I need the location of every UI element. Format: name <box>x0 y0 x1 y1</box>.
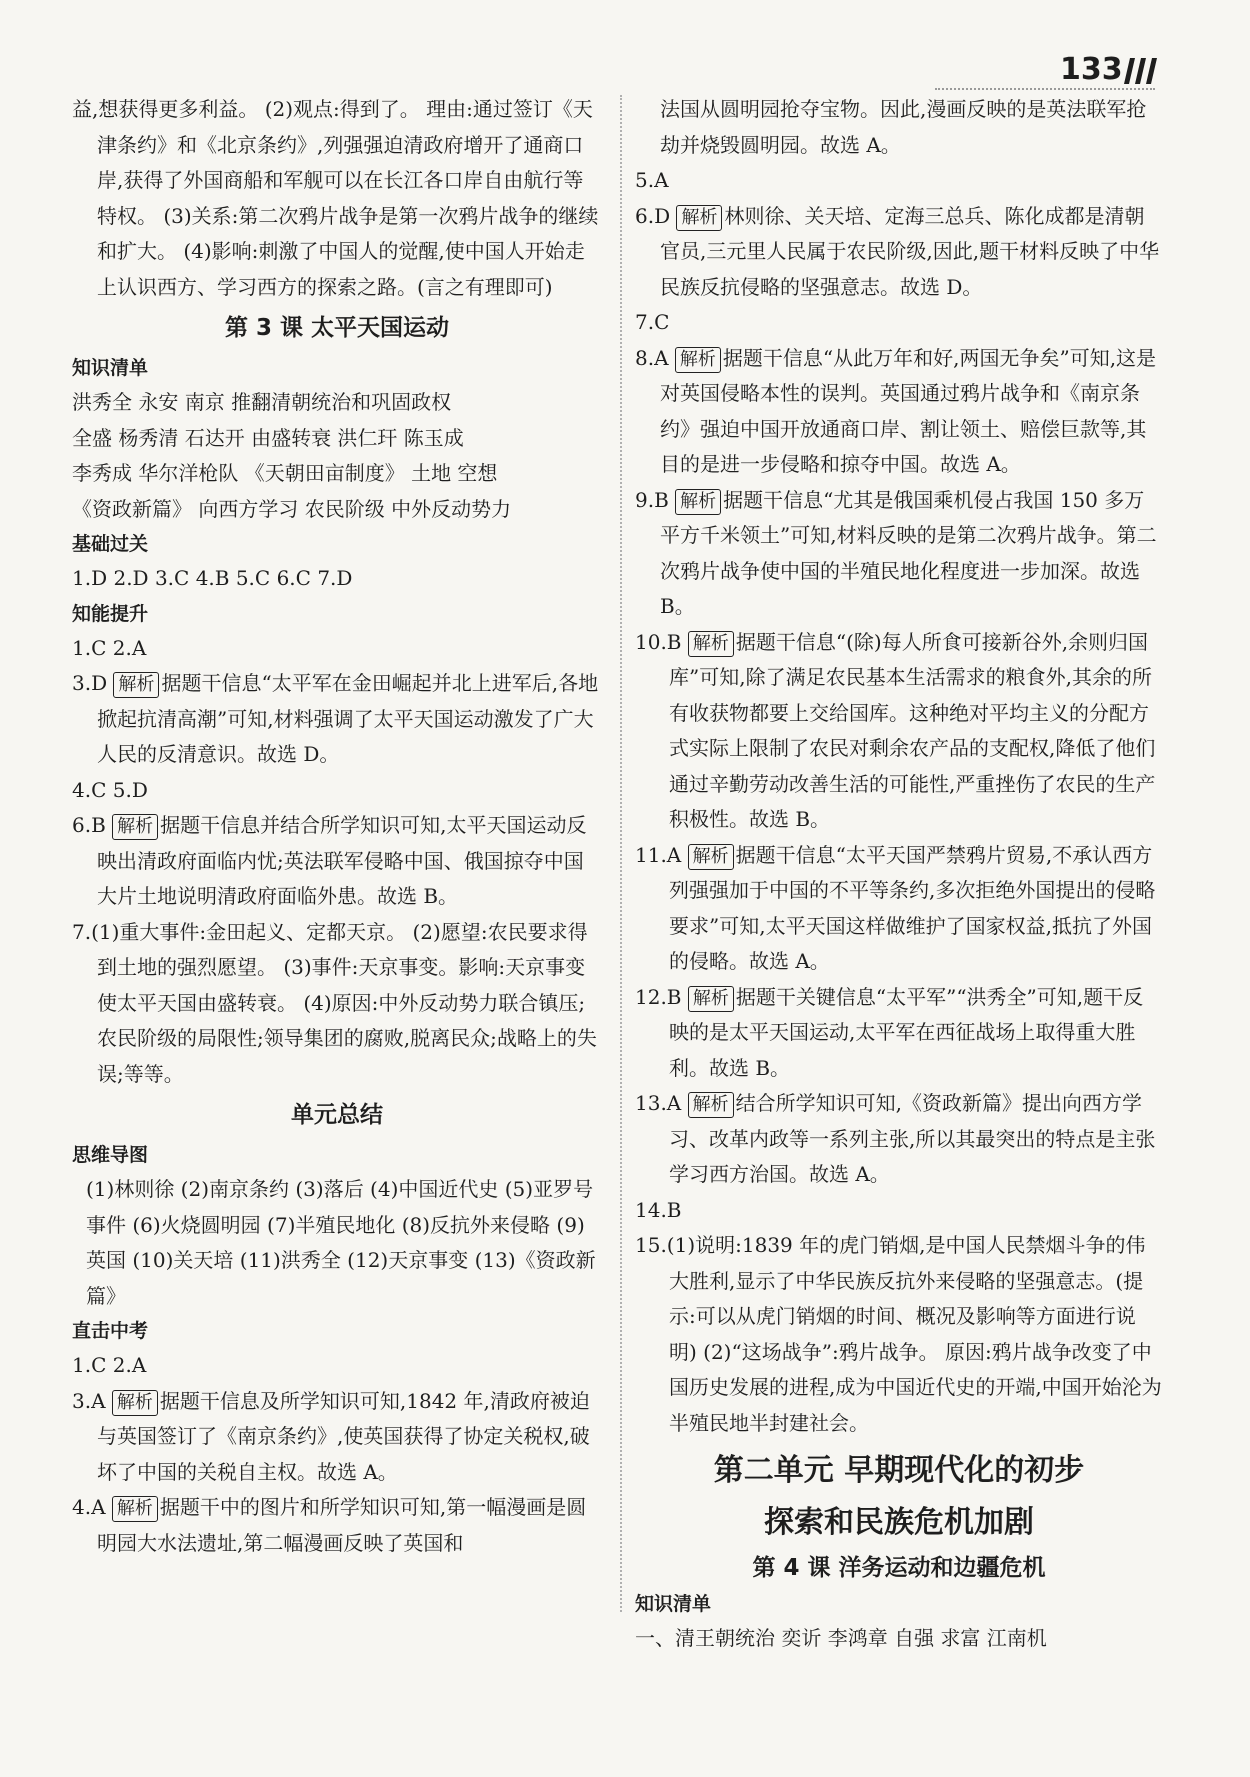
mindmap-answers: (1)林则徐 (2)南京条约 (3)落后 (4)中国近代史 (5)亚罗号事件 (6)火烧圆明园 (7)半殖民地化 (8)反抗外来侵略 (9)英国 (10)关天培 (11)洪秀全 (12)天京事变 (13)《资政新篇》 <box>86 1177 596 1308</box>
answer-continuation: 益,想获得更多利益。 (2)观点:得到了。 理由:通过签订《天津条约》和《北京条约》,列强强迫清政府增开了通商口岸,获得了外国商船和军舰可以在长江各口岸自由航行等特权。 (3)关系:第二次鸦片战争是第一次鸦片战争的继续和扩大。 (4)影响:刺激了中国人的觉醒,使中国人开始走上认识西方、学习西方的探索之路。(言之有理即可) <box>72 97 599 299</box>
answer-item: 5.A <box>635 168 669 192</box>
answer-item: 15.(1)说明:1839 年的虎门销烟,是中国人民禁烟斗争的伟大胜利,显示了中华民族反抗外来侵略的坚强意志。(提示:可以从虎门销烟的时间、概况及影响等方面进行说明) (2)“这场战争”:鸦片战争。 原因:鸦片战争改变了中国历史发展的进程,成为中国近代史的开端,中国开始沦为半殖民地半封建社会。 <box>635 1233 1162 1435</box>
answer-text: 据题干关键信息“太平军”“洪秀全”可知,题干反映的是太平天国运动,太平军在西征战场上取得重大胜利。故选 B。 <box>669 984 1144 1080</box>
answer-number: 9.B <box>635 487 669 512</box>
lesson4-title: 第 4 课 洋务运动和边疆危机 <box>752 1555 1046 1581</box>
answer-number: 11.A <box>635 842 682 867</box>
knowledge-line: 《资政新篇》 向西方学习 农民阶级 中外反动势力 <box>72 496 512 521</box>
exam-heading: 直击中考 <box>72 1320 149 1342</box>
answer-item <box>635 980 1163 1087</box>
page-number-slash-decoration <box>1118 58 1158 84</box>
analysis-tag: 解析 <box>688 844 734 870</box>
analysis-tag: 解析 <box>688 986 734 1012</box>
analysis-tag: 解析 <box>676 205 722 231</box>
knowledge-list-heading: 知识清单 <box>635 1593 712 1615</box>
answer-item: 14.B <box>635 1197 682 1222</box>
header-rule <box>935 88 1155 90</box>
answer-item: 7.C <box>635 310 670 334</box>
page-number: 133 <box>1060 52 1123 87</box>
answer-text: 据题干信息“(除)每人所食可接新谷外,余则归国库”可知,除了满足农民基本生活需求的粮食外,其余的所有收获物都要上交给国库。这种绝对平均主义的分配方式实际上限制了农民对剩余农产品的支配权,降低了他们通过辛勤劳动改善生活的可能性,严重挫伤了农民的生产积极性。故选 B。 <box>669 629 1156 831</box>
analysis-tag: 解析 <box>113 672 159 698</box>
analysis-tag: 解析 <box>112 814 158 840</box>
answer-number: 12.B <box>635 984 682 1009</box>
answer-number: 6.B <box>72 813 106 837</box>
answer-item <box>635 1086 1163 1193</box>
ability-heading: 知能提升 <box>72 602 149 625</box>
answer-number: 3.A <box>72 1388 106 1413</box>
answer-continuation: 法国从圆明园抢夺宝物。因此,漫画反映的是英法联军抢劫并烧毁圆明园。故选 A。 <box>660 97 1147 157</box>
answer-item <box>635 483 1163 625</box>
answer-item <box>72 808 602 915</box>
answer-text: 结合所学知识可知,《资政新篇》提出向西方学习、改革内政等一系列主张,所以其最突出的特点是主张学习西方治国。故选 A。 <box>669 1091 1156 1186</box>
knowledge-line: 一、清王朝统治 奕䜣 李鸿章 自强 求富 江南机 <box>635 1626 1047 1650</box>
answer-text: 据题干信息“太平天国严禁鸦片贸易,不承认西方列强强加于中国的不平等条约,多次拒绝外国提出的侵略要求”可知,太平天国这样做维护了国家权益,抵抗了外国的侵略。故选 A。 <box>669 842 1156 973</box>
answer-item <box>635 838 1163 980</box>
lesson3-title: 第 3 课 太平天国运动 <box>224 315 450 341</box>
answer-item: 7.(1)重大事件:金田起义、定都天京。 (2)愿望:农民要求得到土地的强烈愿望。 (3)事件:天京事变。影响:天京事变使太平天国由盛转衰。 (4)原因:中外反动势力联合镇压;农民阶级的局限性;领导集团的腐败,脱离民众;战略上的失误;等等。 <box>72 919 597 1086</box>
analysis-tag: 解析 <box>675 347 721 373</box>
answer-item <box>72 1490 602 1561</box>
analysis-tag: 解析 <box>112 1390 158 1416</box>
unit2-title: 第二单元 早期现代化的初步 <box>713 1453 1085 1488</box>
basic-heading: 基础过关 <box>72 533 149 555</box>
answer-text: 林则徐、关天培、定海三总兵、陈化成都是清朝官员,三元里人民属于农民阶级,因此,题干材料反映了中华民族反抗侵略的坚强意志。故选 D。 <box>660 203 1160 299</box>
answer-number: 10.B <box>635 629 682 654</box>
knowledge-list-heading: 知识清单 <box>72 357 149 379</box>
answer-number: 13.A <box>635 1091 682 1115</box>
answer-number: 6.D <box>635 203 671 228</box>
answer-item: 1.C 2.A <box>72 635 147 660</box>
mindmap-heading: 思维导图 <box>72 1144 149 1166</box>
unit-summary-title: 单元总结 <box>291 1102 383 1128</box>
analysis-tag: 解析 <box>688 631 734 657</box>
answer-item <box>635 625 1163 838</box>
knowledge-line: 洪秀全 永安 南京 推翻清朝统治和巩固政权 <box>72 390 452 414</box>
answer-item: 4.C 5.D <box>72 777 148 802</box>
answer-number: 3.D <box>72 671 108 695</box>
answer-text: 据题干信息并结合所学知识可知,太平天国运动反映出清政府面临内忧;英法联军侵略中国、俄国掠夺中国大片土地说明清政府面临外患。故选 B。 <box>97 813 587 908</box>
left-column <box>72 92 602 1561</box>
answer-item <box>635 341 1163 483</box>
answer-number: 8.A <box>635 345 669 370</box>
answer-item <box>72 666 602 773</box>
knowledge-line: 李秀成 华尔洋枪队 《天朝田亩制度》 土地 空想 <box>72 461 498 485</box>
answer-number: 4.A <box>72 1495 106 1519</box>
answer-item <box>635 199 1163 306</box>
answer-text: 据题干中的图片和所学知识可知,第一幅漫画是圆明园大水法遗址,第二幅漫画反映了英国和 <box>97 1495 587 1555</box>
answer-text: 据题干信息及所学知识可知,1842 年,清政府被迫与英国签订了《南京条约》,使英国获得了协定关税权,破坏了中国的关税自主权。故选 A。 <box>97 1388 590 1484</box>
right-column <box>635 92 1163 1657</box>
knowledge-line: 全盛 杨秀清 石达开 由盛转衰 洪仁玕 陈玉成 <box>72 425 464 450</box>
analysis-tag: 解析 <box>675 489 721 515</box>
basic-answers: 1.D 2.D 3.C 4.B 5.C 6.C 7.D <box>72 566 353 590</box>
answer-item <box>72 1384 602 1491</box>
analysis-tag: 解析 <box>112 1496 158 1522</box>
column-divider <box>620 95 622 1612</box>
unit2-subtitle: 探索和民族危机加剧 <box>764 1505 1034 1540</box>
answer-item: 1.C 2.A <box>72 1353 147 1377</box>
answer-text: 据题干信息“从此万年和好,两国无争矣”可知,这是对英国侵略本性的误判。英国通过鸦片战争和《南京条约》强迫中国开放通商口岸、割让领土、赔偿巨款等,其目的是进一步侵略和掠夺中国。故选 A。 <box>660 345 1157 476</box>
answer-text: 据题干信息“尤其是俄国乘机侵占我国 150 多万平方千米领土”可知,材料反映的是第二次鸦片战争。第二次鸦片战争使中国的半殖民地化程度进一步加深。故选 B。 <box>660 487 1157 618</box>
analysis-tag: 解析 <box>688 1092 734 1118</box>
answer-text: 据题干信息“太平军在金田崛起并北上进军后,各地掀起抗清高潮”可知,材料强调了太平天国运动激发了广大人民的反清意识。故选 D。 <box>97 671 599 766</box>
